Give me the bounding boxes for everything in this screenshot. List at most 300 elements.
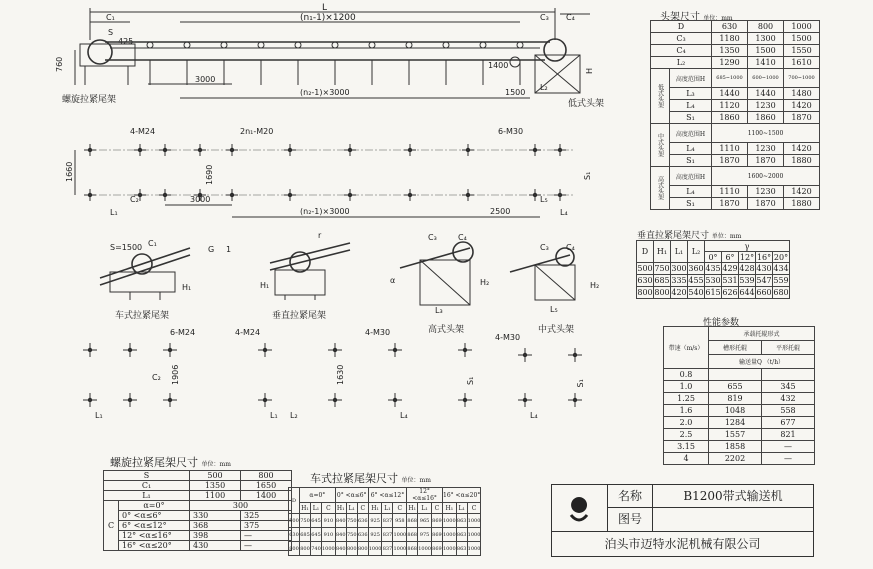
table-cell: 1610 [784, 57, 820, 69]
foot-dim: 1630 [336, 364, 345, 385]
table-cell: 2.5 [664, 429, 709, 441]
plan-view [65, 127, 592, 217]
dim-c4: C₄ [566, 13, 575, 22]
table-cell: 承载托辊形式 [709, 327, 815, 341]
table-cell: 16° <α≤20° [442, 488, 480, 503]
foot-l2: L₂ [290, 411, 298, 420]
table-cell: 20° [773, 252, 789, 262]
table-cell: 645 [311, 514, 322, 528]
section-one: 1 [226, 245, 232, 254]
dim-425: 425 [118, 37, 134, 46]
table-cell: 1230 [748, 100, 784, 112]
table-cell: 1000 [418, 542, 432, 556]
table-cell: 840 [335, 542, 346, 556]
table-cell: S [104, 471, 190, 481]
table-cell: 800 [346, 542, 357, 556]
drawing-no-value [653, 508, 813, 532]
dim-s1-plan: S₁ [583, 171, 592, 180]
table-cell: 868 [407, 528, 418, 542]
table-cell: 1.6 [664, 405, 709, 417]
cart-h1: H₁ [182, 283, 192, 292]
table-cell: 837 [382, 528, 393, 542]
table-cell: 槽形托辊 [709, 341, 762, 355]
table-cell: 500 [637, 264, 653, 273]
dim-l1-plan: L₁ [110, 208, 118, 217]
table-row [289, 542, 481, 556]
table-cell: 1230 [748, 143, 784, 155]
table-cell: 398 [190, 531, 241, 541]
variant-vertical-tail [260, 231, 350, 321]
dim-2500: 2500 [490, 207, 511, 216]
table-cell: 1048 [709, 405, 762, 417]
table-cell: 644 [739, 288, 755, 297]
dim-c1: C₁ [106, 13, 115, 22]
table-cell: 1650 [241, 481, 292, 491]
table-cell: α=0° [119, 501, 190, 511]
variant-high-head [390, 233, 489, 335]
dim-1690: 1690 [205, 164, 214, 185]
table-row [664, 441, 815, 453]
table-cell: 428 [739, 264, 755, 273]
variant-cart-tail [100, 239, 191, 321]
dim-c2-plan: C₂ [130, 195, 139, 204]
bolt-6-m30-plan: 6-M30 [498, 127, 524, 136]
table-cell: 1500 [748, 45, 784, 57]
high-c4: C₄ [458, 233, 467, 242]
table-cell: 1000 [467, 542, 481, 556]
table-cell: 645 [311, 528, 322, 542]
table-cell: — [762, 453, 815, 465]
table-cell: 325 [241, 511, 292, 521]
table-cell: 高度范围H [670, 124, 712, 143]
foot-dim: 1906 [171, 364, 180, 385]
table-cell: 1880 [784, 155, 820, 167]
table-cell: 1420 [784, 100, 820, 112]
table-cell: 685 [300, 528, 311, 542]
table-row [289, 528, 481, 542]
table-cell: — [241, 541, 292, 551]
table-cell: 559 [773, 276, 789, 285]
dim-h: H [585, 67, 594, 74]
table-cell: 800 [748, 21, 784, 33]
table-cell: L₁ [456, 503, 467, 514]
table-cell: H₁ [368, 503, 382, 514]
table-row [651, 45, 820, 57]
dim-n2-plan: (n₂-1)×3000 [300, 207, 350, 216]
table-cell: 1000 [467, 528, 481, 542]
table-cell: 837 [382, 542, 393, 556]
table-row [664, 381, 815, 393]
table-cell: 740 [311, 542, 322, 556]
table-cell: C [322, 503, 336, 514]
dim-l5-plan: L₅ [540, 195, 548, 204]
table-cell: C [467, 503, 481, 514]
table-cell: 636 [357, 528, 368, 542]
table-cell: 837 [382, 514, 393, 528]
table-cell: 330 [190, 511, 241, 521]
table-cell: C [393, 503, 407, 514]
table-cell: 1600~2000 [712, 167, 820, 186]
table-cell: γ [705, 241, 790, 252]
table-cell: H₁ [442, 503, 456, 514]
table-cell: 1000 [442, 542, 456, 556]
idler [480, 42, 486, 48]
caption-cart-tail: 车式拉紧尾架 [115, 311, 170, 321]
caption-mid-head: 中式头架 [538, 325, 575, 335]
table-cell: S₁ [670, 112, 712, 124]
drawing-no-label: 图号 [608, 508, 653, 532]
table-cell: 0.8 [664, 369, 709, 381]
section-label: 低式头架 [651, 69, 670, 124]
table-cell: 1880 [784, 198, 820, 210]
table-cell: 750 [346, 514, 357, 528]
table-cell: 868 [407, 542, 418, 556]
table-cell: 1300 [748, 33, 784, 45]
idler [517, 42, 523, 48]
table-cell: 863 [456, 542, 467, 556]
table-cell: 300 [671, 264, 687, 273]
table-cell: 1870 [712, 198, 748, 210]
table-cell: 685 [654, 276, 670, 285]
table-cell: 16° [756, 252, 772, 262]
idler [184, 42, 190, 48]
table-cell: L₁ [671, 241, 688, 263]
perf-table-title: 性能参数 [703, 318, 740, 328]
table-row [651, 198, 820, 210]
table-cell: D [289, 488, 300, 514]
table-row [637, 287, 790, 299]
table-row [651, 33, 820, 45]
bolt-4-m24-plan: 4-M24 [130, 127, 156, 136]
vertical-table [636, 240, 790, 299]
table-cell: L₃ [670, 88, 712, 100]
table-cell: 500 [190, 471, 241, 481]
table-cell: 821 [762, 429, 815, 441]
table-cell: 540 [688, 288, 704, 297]
table-cell: — [241, 531, 292, 541]
table-cell: 800 [300, 542, 311, 556]
table-cell: 1284 [709, 417, 762, 429]
table-cell: 800 [241, 471, 292, 481]
foot-bolt-label: 6-M24 [170, 328, 196, 337]
table-cell: 1.0 [664, 381, 709, 393]
table-cell: L₂ [651, 57, 712, 69]
foot-bolt-label: 4-M30 [365, 328, 391, 337]
section-label: 高式头架 [651, 167, 670, 210]
table-cell: 685~1000 [712, 69, 748, 88]
table-cell: 975 [418, 528, 432, 542]
table-cell: 800 [289, 542, 300, 556]
table-cell: 600~1000 [748, 69, 784, 88]
table-cell: H₁ [301, 504, 309, 512]
table-cell: 1000 [368, 542, 382, 556]
table-cell: 345 [762, 381, 815, 393]
table-cell: C [357, 503, 368, 514]
name-label: 名称 [608, 485, 653, 508]
table-cell: 840 [335, 514, 346, 528]
table-cell: 1410 [748, 57, 784, 69]
table-cell: L₁ [311, 503, 322, 514]
table-cell [762, 369, 815, 381]
table-row [651, 124, 820, 143]
dim-l4-plan: L₄ [560, 208, 568, 217]
table-cell: C [431, 503, 442, 514]
dim-1660: 1660 [65, 161, 74, 182]
table-cell: 335 [671, 276, 687, 285]
dim-n1: (n₁-1)×1200 [300, 13, 356, 23]
table-cell: 1858 [709, 441, 762, 453]
idler [221, 42, 227, 48]
high-h2: H₂ [480, 278, 490, 287]
table-cell: 1480 [784, 88, 820, 100]
cart-c1: C₁ [148, 239, 157, 248]
table-row [104, 471, 292, 481]
table-cell: 1557 [709, 429, 762, 441]
table-cell: 1000 [322, 542, 336, 556]
name-value: B1200带式输送机 [653, 485, 813, 508]
table-cell: 1550 [784, 45, 820, 57]
spiral-table [103, 470, 292, 551]
table-cell: 925 [368, 528, 382, 542]
table-cell: 输送量Q （t/h） [709, 355, 815, 369]
table-cell: 1180 [712, 33, 748, 45]
table-row [104, 511, 292, 521]
caption-high-head: 高式头架 [428, 325, 465, 335]
table-cell: 636 [357, 514, 368, 528]
idler [147, 42, 153, 48]
table-cell: 869 [431, 528, 442, 542]
vertical-table-title: 垂直拉紧尾架尺寸 单位：mm [637, 231, 742, 241]
table-row [104, 531, 292, 541]
table-cell: 531 [722, 276, 738, 285]
table-row [289, 503, 481, 514]
table-cell: C₃ [651, 33, 712, 45]
idler [406, 42, 412, 48]
foot-l: L₄ [400, 411, 408, 420]
table-cell: 3.15 [664, 441, 709, 453]
table-cell: 300 [190, 501, 292, 511]
table-cell: L₁ [418, 503, 432, 514]
table-cell: 910 [322, 514, 336, 528]
mid-h2: H₂ [590, 281, 600, 290]
mid-c3: C₃ [540, 243, 549, 252]
dim-1500: 1500 [505, 88, 526, 97]
table-row [104, 541, 292, 551]
table-cell: 6° [722, 252, 739, 263]
dim-L: L [322, 3, 328, 13]
mid-c4: C₄ [566, 243, 575, 252]
high-l3: L₃ [435, 306, 443, 315]
table-cell: 435 [705, 264, 721, 273]
table-cell: 677 [762, 417, 815, 429]
table-cell: 800 [357, 542, 368, 556]
table-cell: 1420 [784, 143, 820, 155]
idler [443, 42, 449, 48]
table-cell: 558 [762, 405, 815, 417]
table-cell: 平形托辊 [762, 341, 815, 355]
table-cell: 630 [637, 276, 653, 285]
table-cell: 432 [762, 393, 815, 405]
table-row [651, 167, 820, 186]
foot-c2: C₂ [152, 373, 161, 382]
table-cell: L₁ [104, 491, 190, 501]
table-cell: 680 [773, 288, 789, 297]
table-cell: 6° <α≤12° [119, 521, 190, 531]
table-cell: 1000 [442, 514, 456, 528]
table-row [664, 327, 815, 341]
table-cell: 1290 [712, 57, 748, 69]
table-cell: α=0° [300, 488, 336, 503]
table-row [637, 241, 790, 252]
table-cell: 863 [456, 528, 467, 542]
foot-dim: S₁ [466, 376, 475, 385]
table-cell: 869 [431, 542, 442, 556]
section-label: 中式头架 [651, 124, 670, 167]
table-cell: 655 [709, 381, 762, 393]
dim-s: S [108, 28, 114, 37]
head-table-title: 头架尺寸 单位：mm [660, 12, 733, 23]
cart-table-title: 车式拉紧尾架尺寸 单位：mm [310, 472, 431, 485]
table-cell: 965 [418, 514, 432, 528]
table-cell: 1870 [712, 155, 748, 167]
table-cell: 1000 [467, 514, 481, 528]
table-cell: 626 [722, 288, 738, 297]
table-cell: 630 [712, 21, 748, 33]
table-cell: 700~1000 [784, 69, 820, 88]
head-table [650, 20, 820, 210]
table-cell: 455 [688, 276, 704, 285]
table-row [664, 393, 815, 405]
table-cell: 4 [664, 453, 709, 465]
table-cell [709, 369, 762, 381]
table-row [104, 501, 292, 511]
dim-c3: C₃ [540, 13, 549, 22]
foot-dim: S₁ [576, 379, 585, 388]
table-cell: 368 [190, 521, 241, 531]
table-cell: C₄ [651, 45, 712, 57]
table-cell: L₁ [346, 503, 357, 514]
table-cell: 840 [335, 528, 346, 542]
table-row [664, 405, 815, 417]
table-row [664, 417, 815, 429]
table-cell: H₁ [408, 504, 417, 512]
table-cell: C₁ [104, 481, 190, 491]
dim-1400: 1400 [488, 61, 509, 70]
table-cell: 615 [705, 288, 721, 297]
table-cell: 1440 [748, 88, 784, 100]
table-row [651, 143, 820, 155]
table-cell: 0° <α≤6° [119, 511, 190, 521]
table-cell: 1230 [748, 186, 784, 198]
table-cell: H₁ [654, 241, 671, 263]
table-cell: 630 [289, 528, 300, 542]
table-cell: 12° <α≤16° [119, 531, 190, 541]
table-row [104, 521, 292, 531]
table-cell: 1000 [393, 542, 407, 556]
foot-plans [83, 328, 585, 420]
dim-n2-front: (n₂-1)×3000 [300, 88, 350, 97]
table-row [104, 491, 292, 501]
caption-spiral-tail: 螺旋拉紧尾架 [62, 95, 117, 105]
table-cell: 430 [190, 541, 241, 551]
mid-l5: L₅ [550, 305, 558, 314]
table-cell: 750 [300, 514, 311, 528]
section-g: G [208, 245, 215, 254]
table-row [651, 88, 820, 100]
table-cell: 420 [671, 288, 687, 297]
table-cell: D [637, 241, 654, 263]
table-cell: 360 [688, 264, 704, 273]
vert-h1: H₁ [260, 281, 270, 290]
table-cell: 1120 [712, 100, 748, 112]
company-name: 泊头市迈特水泥机械有限公司 [604, 537, 761, 551]
table-cell: 530 [705, 276, 721, 285]
table-cell: 1870 [748, 155, 784, 167]
table-row [664, 369, 815, 381]
table-row [289, 514, 481, 528]
table-cell: 750 [346, 528, 357, 542]
table-cell: 1400 [241, 491, 292, 501]
table-cell: 925 [368, 514, 382, 528]
table-cell: L₄ [670, 186, 712, 198]
table-cell: 1870 [748, 198, 784, 210]
dim-3000-plan: 3000 [190, 195, 211, 204]
cart-table [288, 487, 481, 556]
variant-mid-head [510, 243, 599, 335]
table-cell: 16° <α≤20° [119, 541, 190, 551]
table-row [651, 155, 820, 167]
perf-table [663, 326, 815, 465]
table-cell: 1350 [712, 45, 748, 57]
table-cell: 1420 [784, 186, 820, 198]
bolt-2n1-m20: 2n₁-M20 [240, 127, 274, 136]
table-cell: 500 [289, 514, 300, 528]
table-cell: 375 [241, 521, 292, 531]
table-cell: 819 [709, 393, 762, 405]
table-cell: L₂ [688, 241, 705, 263]
table-row [651, 112, 820, 124]
table-cell: 750 [654, 264, 670, 273]
foot-l: L₁ [270, 411, 278, 420]
table-cell: 高度范围H [670, 167, 712, 186]
idler [258, 42, 264, 48]
table-cell: 434 [773, 264, 789, 273]
high-alpha: α [390, 276, 396, 285]
table-cell: 6° <α≤12° [368, 488, 406, 503]
table-cell: 429 [722, 264, 738, 273]
foot-l: L₄ [530, 411, 538, 420]
table-cell: 12° <α≤16° [407, 488, 443, 503]
table-cell: 12° [739, 252, 755, 262]
table-cell: 1000 [442, 528, 456, 542]
front-view [55, 3, 604, 109]
table-cell: C [104, 501, 119, 551]
table-cell: — [762, 441, 815, 453]
table-row [289, 488, 481, 503]
dim-l2: L₂ [540, 83, 548, 92]
table-cell: 1000 [784, 21, 820, 33]
table-cell: 2202 [709, 453, 762, 465]
table-row [651, 57, 820, 69]
caption-vertical-tail: 垂直拉紧尾架 [272, 311, 327, 321]
table-cell: 1.25 [664, 393, 709, 405]
table-cell: 539 [739, 276, 755, 285]
spiral-table-title: 螺旋拉紧尾架尺寸 单位：mm [110, 456, 231, 469]
table-cell: 863 [456, 514, 467, 528]
cart-s: S=1500 [110, 243, 143, 252]
table-cell: L₁ [382, 503, 393, 514]
table-cell: S₁ [670, 198, 712, 210]
